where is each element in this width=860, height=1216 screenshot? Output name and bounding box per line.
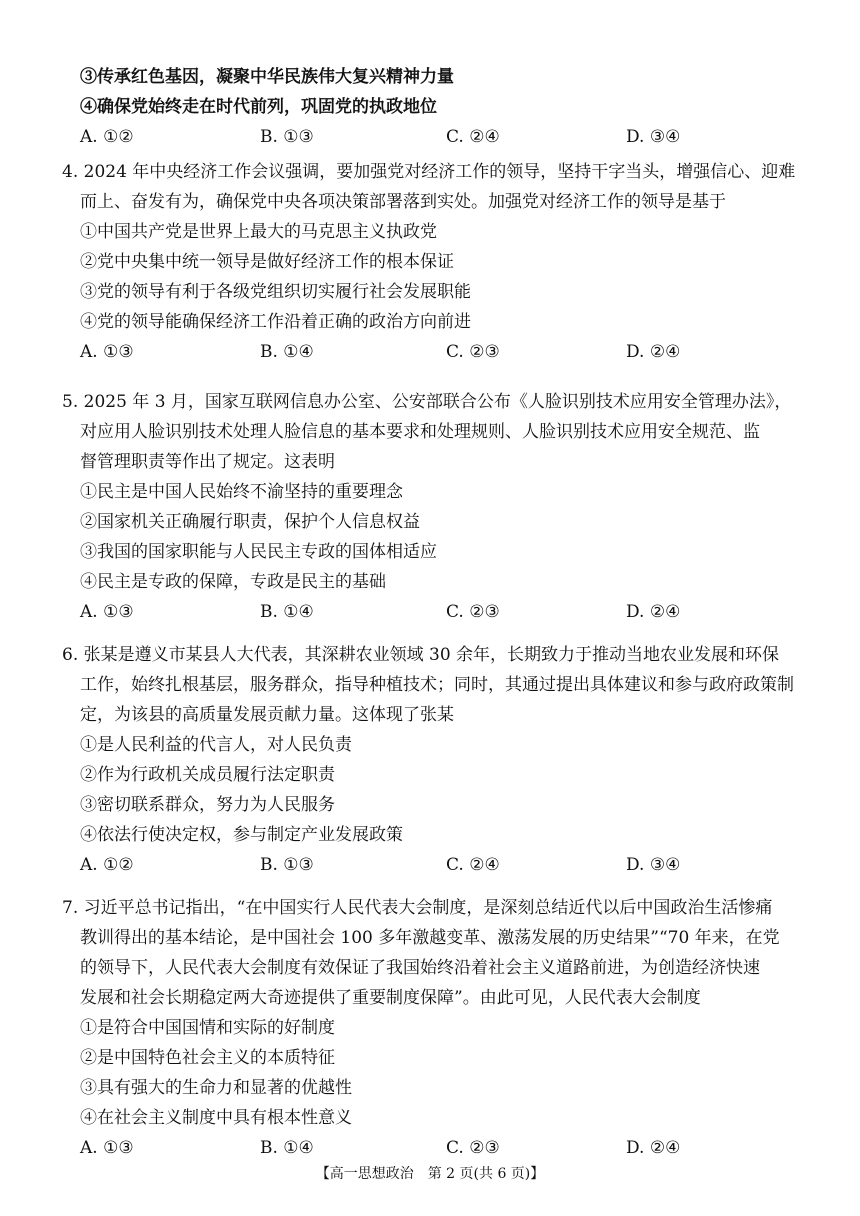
q5-option-2: ②国家机关正确履行职责，保护个人信息权益	[80, 512, 420, 532]
q7-stem-line-4: 发展和社会长期稳定两大奇迹提供了重要制度保障”。由此可见，人民代表大会制度	[80, 988, 701, 1008]
q6-option-4: ④依法行使决定权，参与制定产业发展政策	[80, 825, 403, 845]
q7-choices	[62, 1133, 802, 1163]
q5-option-3: ③我国的国家职能与人民民主专政的国体相适应	[80, 542, 437, 562]
q5-choice-c: C. ②③	[446, 602, 500, 622]
q5-stem-line-1: 5. 2025 年 3 月，国家互联网信息办公室、公安部联合公布《人脸识别技术应用安全管理办法》，	[62, 392, 792, 412]
q7-option-4: ④在社会主义制度中具有根本性意义	[80, 1108, 352, 1128]
q4-option-2: ②党中央集中统一领导是做好经济工作的根本保证	[80, 252, 454, 272]
q6-stem-line-1: 6. 张某是遵义市某县人大代表，其深耕农业领域 30 余年，长期致力于推动当地农业发展和环保	[62, 645, 780, 665]
q6-choice-a: A. ①②	[80, 855, 134, 875]
q5-choice-d: D. ②④	[626, 602, 681, 622]
q3-choice-c: C. ②④	[446, 127, 500, 147]
question-4	[62, 157, 802, 367]
q5-choice-b: B. ①④	[260, 602, 314, 622]
q4-option-4: ④党的领导能确保经济工作沿着正确的政治方向前进	[80, 312, 471, 332]
q6-option-1: ①是人民利益的代言人，对人民负责	[80, 735, 352, 755]
q3-choice-d: D. ③④	[626, 127, 681, 147]
q3-choice-b: B. ①③	[260, 127, 314, 147]
q7-option-2: ②是中国特色社会主义的本质特征	[80, 1048, 335, 1068]
question-5	[62, 387, 802, 627]
q5-choices	[62, 597, 802, 627]
q4-stem-line-2: 而上、奋发有为，确保党中央各项决策部署落到实处。加强党对经济工作的领导是基于	[80, 192, 726, 212]
q5-stem-line-2: 对应用人脸识别技术处理人脸信息的基本要求和处理规则、人脸识别技术应用安全规范、监	[80, 422, 760, 442]
q6-choice-d: D. ③④	[626, 855, 681, 875]
q4-choice-c: C. ②③	[446, 342, 500, 362]
q7-stem-line-3: 的领导下，人民代表大会制度有效保证了我国始终沿着社会主义道路前进，为创造经济快速	[80, 958, 760, 978]
q7-option-3: ③具有强大的生命力和显著的优越性	[80, 1078, 352, 1098]
question-3-continued	[62, 62, 802, 152]
q4-option-1: ①中国共产党是世界上最大的马克思主义执政党	[80, 222, 437, 242]
q7-choice-b: B. ①④	[260, 1138, 314, 1158]
q7-choice-d: D. ②④	[626, 1138, 681, 1158]
page-footer: 【高一思想政治 第 2 页(共 6 页)】	[315, 1166, 545, 1182]
q6-choice-c: C. ②④	[446, 855, 500, 875]
q5-stem-line-3: 督管理职责等作出了规定。这表明	[80, 452, 335, 472]
q5-option-4: ④民主是专政的保障，专政是民主的基础	[80, 572, 386, 592]
q4-choice-a: A. ①③	[80, 342, 134, 362]
q6-option-3: ③密切联系群众，努力为人民服务	[80, 795, 335, 815]
q3-option-4: ④确保党始终走在时代前列，巩固党的执政地位	[80, 97, 437, 117]
q6-stem-line-2: 工作，始终扎根基层，服务群众，指导种植技术；同时，其通过提出具体建议和参与政府政策制	[80, 675, 794, 695]
q4-stem-line-1: 4. 2024 年中央经济工作会议强调，要加强党对经济工作的领导，坚持干字当头，增强信心、迎难	[62, 162, 796, 182]
q6-choices	[62, 850, 802, 880]
q7-option-1: ①是符合中国国情和实际的好制度	[80, 1018, 335, 1038]
question-7	[62, 893, 802, 1163]
q7-choice-c: C. ②③	[446, 1138, 500, 1158]
q4-choice-d: D. ②④	[626, 342, 681, 362]
q3-option-3: ③传承红色基因，凝聚中华民族伟大复兴精神力量	[80, 67, 454, 87]
q4-choice-b: B. ①④	[260, 342, 314, 362]
q4-choices	[62, 337, 802, 367]
q6-stem-line-3: 定，为该县的高质量发展贡献力量。这体现了张某	[80, 705, 454, 725]
q4-option-3: ③党的领导有利于各级党组织切实履行社会发展职能	[80, 282, 471, 302]
q7-choice-a: A. ①③	[80, 1138, 134, 1158]
q3-choice-a: A. ①②	[80, 127, 134, 147]
q3-choices	[62, 122, 802, 152]
q5-option-1: ①民主是中国人民始终不渝坚持的重要理念	[80, 482, 403, 502]
q7-stem-line-2: 教训得出的基本结论，是中国社会 100 多年激越变革、激荡发展的历史结果”“70 年来，在党	[80, 928, 780, 948]
q5-choice-a: A. ①③	[80, 602, 134, 622]
q7-stem-line-1: 7. 习近平总书记指出，“在中国实行人民代表大会制度，是深刻总结近代以后中国政治生活惨痛	[62, 898, 773, 918]
q6-choice-b: B. ①③	[260, 855, 314, 875]
question-6	[62, 640, 802, 880]
q6-option-2: ②作为行政机关成员履行法定职责	[80, 765, 335, 785]
